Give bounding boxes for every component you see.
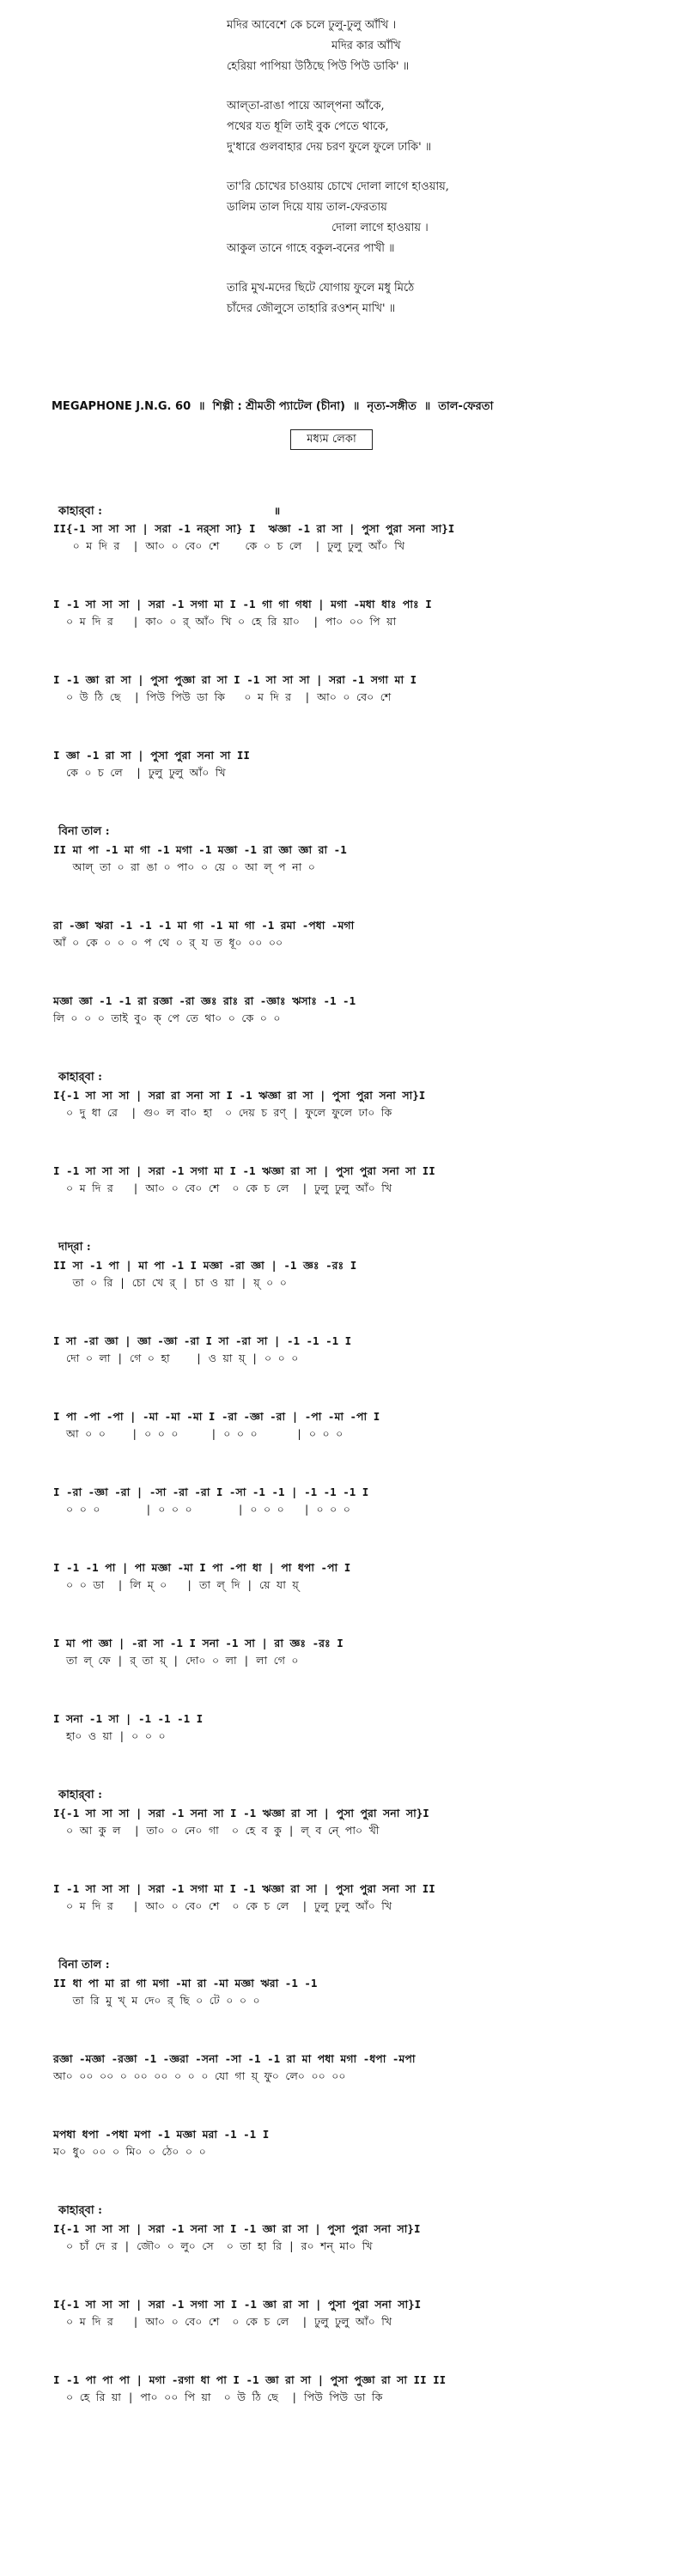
notation-row [0,1710,687,1745]
lyric-line: হেরিয়া পাপিয়া উঠিছে পিউ পিউ ডাকি' ॥ [227,60,410,73]
bani-line: দো ০ লা | গে ০ হা | ও য়া য়্‌ | ০ ০ ০ [53,1352,299,1364]
taal-label-text: কাহার্‌বা : [58,1071,102,1084]
notation-row [0,1163,687,1197]
swar-line: রজ্ঞা -মজ্ঞা -রজ্ঞা -1 -জ্ঞরা -সনা -সা -1 -1 রা মা পধা মগা -ধপা -মপা [53,2052,416,2065]
bani-line: ০ ম দি র | আ০ ০ বে০ শে ০ কে চ লে | ঢুলু ঢুলু আঁ০ খি [53,2315,392,2328]
taal-label [58,2202,687,2221]
lyric-stanza [0,278,687,319]
bani-line: লি ০ ০ ০ তাই বু০ ক্‌ পে তে থা০ ০ কে ০ ০ [53,1012,281,1024]
swar-line: I -1 -1 পা | পা মজ্ঞা -মা I পা -পা ধা | পা ধপা -পা I [53,1561,351,1574]
notation-row [0,2221,687,2255]
lyric-line: মদির কার আঁখি [331,39,401,52]
taal-label-text: কাহার্‌বা : [58,2204,102,2217]
tempo-label: মধ্যম লেকা [290,429,373,450]
taal-label [58,823,687,841]
swar-line: I{-1 সা সা সা | সরা রা সনা সা I -1 ঋজ্ঞা রা সা | পুসা পুরা সনা সা}I [53,1089,426,1102]
swar-line: I -1 সা সা সা | সরা -1 সগা মা I -1 ঋজ্ঞা রা সা | পুসা পুরা সনা সা II [53,1164,435,1177]
notation-section [0,501,687,781]
taal-mark: ॥ [273,505,281,517]
swar-line: মপধা ধপা -পধা মপা -1 মজ্ঞা মরা -1 -1 I [53,2128,270,2141]
taal-label-text: কাহার্‌বা : [58,1789,102,1801]
lyric-stanza [0,96,687,158]
notation-row [0,1257,687,1291]
taal-label [58,1786,687,1805]
lyric-line: দু'ধারে গুলবাহার দেয় চরণ ফুলে ফুলে ঢাকি' ॥ [227,141,432,154]
swar-line: I সা -রা জ্ঞা | জ্ঞা -জ্ঞা -রা I সা -রা সা | -1 -1 -1 I [53,1334,352,1347]
swar-line: II ধা পা মা রা গা মগা -মা রা -মা মজ্ঞা ঋরা -1 -1 [53,1977,318,1990]
bani-line: ০ ম দি র | আ০ ০ বে০ শে কে ০ চ লে | ঢুলু ঢুলু আঁ০ খি [53,539,405,552]
taal-label-text: দাদ্‌রা : [58,1241,91,1254]
swar-line: II মা পা -1 মা গা -1 মগা -1 মজ্ঞা -1 রা জ্ঞা জ্ঞা রা -1 [53,843,347,856]
bani-line: তা ল্‌ ফে | র্‌ তা য়্‌ | দো০ ০ লা | লা গে ০ [53,1654,299,1667]
bani-line: ০ আ কু ল | তা০ ০ নে০ গা ০ হে ব কু | ল্‌ ব নে্‌ পা০ খী [53,1824,380,1837]
notation-row [0,596,687,630]
swar-line: রা -জ্ঞা ঋরা -1 -1 -1 মা গা -1 মা গা -1 রমা -পধা -মগা [53,919,355,932]
taal-label [58,1238,687,1257]
notation-section [0,1786,687,1915]
notation-row [0,1408,687,1443]
notation-row [0,993,687,1027]
bani-line: ০ ম দি র | আ০ ০ বে০ শে ০ কে চ লে | ঢুলু ঢুলু আঁ০ খি [53,1899,392,1912]
notation-row [0,1333,687,1367]
taal-label-text: বিনা তাল : [58,1959,110,1971]
notation-row [0,2296,687,2330]
taal-label-text: বিনা তাল : [58,825,110,838]
notation-row [0,1635,687,1669]
lyric-line: দোলা লাগে হাওয়ায় । [331,222,429,234]
swar-line: মজ্ঞা জ্ঞা -1 -1 রা রজ্ঞা -রা জ্ঞঃ রাঃ রা -জ্ঞাঃ ঋসাঃ -1 -1 [53,994,356,1007]
notation-row [0,1559,687,1594]
swar-line: I -1 জ্ঞা রা সা | পুসা পুজ্ঞা রা সা I -1 সা সা সা | সরা -1 সগা মা I [53,673,417,686]
bani-line: হা০ ও য়া | ০ ০ ০ [53,1729,166,1742]
notation-section [0,1238,687,1745]
lyric-stanza [0,177,687,259]
lyric-line: তা'রি চোখের চাওয়ায় চোখে দোলা লাগে হাওয়ায়, [227,180,449,193]
lyric-line: চাঁদের জৌলুসে তাহারি রওশন্ মাখি' ॥ [227,302,396,315]
swar-line: II{-1 সা সা সা | সরা -1 নর্‌সা সা} I ঋজ্ঞা -1 রা সা | পুসা পুরা সনা সা}I [53,522,455,535]
taal-label [58,501,687,520]
record-info: MEGAPHONE J.N.G. 60 ॥ শিল্পী : শ্রীমতী প্যাটেল (চীনা) ॥ নৃত্য-সঙ্গীত ॥ তাল-ফেরতা [52,400,494,413]
bani-line: ০ ০ ডা | লি ম্‌ ০ | তা ল্‌ দি | য়ে যা য়্‌ [66,1578,299,1591]
notation-row [0,747,687,781]
notation-section [0,1956,687,2160]
lyric-stanza [0,15,687,77]
notation-row [0,1880,687,1915]
lyrics-block [0,15,687,338]
swar-line: I মা পা জ্ঞা | -রা সা -1 I সনা -1 সা | রা জ্ঞঃ -রঃ I [53,1637,344,1649]
notation-row [0,520,687,555]
lyric-line: তারি মুখ-মদের ছিটে যোগায় ফুলে মধু মিঠে [227,282,415,295]
notation-row [0,1975,687,2009]
notation-block [0,489,687,2447]
swar-line: I{-1 সা সা সা | সরা -1 সগা সা I -1 জ্ঞা রা সা | পুসা পুরা সনা সা}I [53,2298,422,2311]
bani-line: আঁ ০ কে ০ ০ ০ প থে ০ র্‌ য ত ধূ০ ০০ ০০ [53,936,283,949]
notation-section [0,1068,687,1197]
bani-line: ০ দু ধা রে | গু০ ল বা০ হা ০ দেয় চ রণ্ | ফুলে ফুলে ঢা০ কি [53,1106,392,1119]
swar-line: I সনা -1 সা | -1 -1 -1 I [53,1712,204,1725]
notation-row [0,2126,687,2160]
bani-line: আল্ তা ০ রা ঙা ০ পা০ ০ য়ে ০ আ ল্ প না ০ [53,860,315,873]
bani-line: ০ হে রি য়া | পা০ ০০ পি য়া ০ উ ঠি ছে | পিউ পিউ ডা কি [53,2391,383,2403]
notation-row [0,841,687,876]
swar-line: I পা -পা -পা | -মা -মা -মা I -রা -জ্ঞা -রা | -পা -মা -পা I [53,1410,380,1423]
swar-line: I{-1 সা সা সা | সরা -1 সনা সা I -1 ঋজ্ঞা রা সা | পুসা পুরা সনা সা}I [53,1807,429,1820]
notation-row [0,2372,687,2406]
taal-label-text: কাহার্‌বা : [58,505,102,518]
notation-section [0,2202,687,2406]
swar-line: I{-1 সা সা সা | সরা -1 সনা সা I -1 জ্ঞা রা সা | পুসা পুরা সনা সা}I [53,2222,421,2235]
swar-line: I -1 সা সা সা | সরা -1 সগা মা I -1 গা গা গধা | মগা -মধা ধাঃ পাঃ I [53,598,432,611]
lyric-line: আকুল তানে গাহে বকুল-বনের পাখী ॥ [227,242,395,255]
lyric-line: ডালিম তাল দিয়ে যায় তাল-ফেরতায় [227,201,387,214]
bani-line: কে ০ চ লে | ঢুলু ঢুলু আঁ০ খি [53,766,226,779]
notation-section [0,823,687,1027]
notation-row [0,1484,687,1518]
bani-line: তা ০ রি | চো খে র্‌ | চা ও য়া | য়্‌ ০ ০ [53,1276,287,1289]
swar-line: I জ্ঞা -1 রা সা | পুসা পুরা সনা সা II [53,749,250,762]
bani-line: আ০ ০০ ০০ ০ ০০ ০০ ০ ০ ০ যো গা য়্‌ ফু০ লে০ ০০ ০০ [53,2069,346,2082]
lyric-line: মদির আবেশে কে চলে ঢুলু-ঢুলু আঁখি । [227,19,397,32]
bani-line: ০ চাঁ দে র | জৌ০ ০ লু০ সে ০ তা হা রি | র০ শন্‌ মা০ খি [53,2239,373,2252]
bani-line: ০ ম দি র | আ০ ০ বে০ শে ০ কে চ লে | ঢুলু ঢুলু আঁ০ খি [53,1182,392,1194]
notation-row [0,2050,687,2085]
swar-line: I -1 পা পা পা | মগা -রগা ধা পা I -1 জ্ঞা রা সা | পুসা পুজ্ঞা রা সা II II [53,2373,447,2386]
lyric-line: পথের যত ধূলি তাই বুক পেতে থাকে, [227,120,389,133]
notation-row [0,1087,687,1121]
taal-label [58,1068,687,1087]
bani-line: তা রি মু খ্‌ ম দে০ র্‌ ছি ০ টে ০ ০ ০ [53,1994,260,2007]
swar-line: I -1 সা সা সা | সরা -1 সগা মা I -1 ঋজ্ঞা রা সা | পুসা পুরা সনা সা II [53,1882,435,1895]
swar-line: II সা -1 পা | মা পা -1 I মজ্ঞা -রা জ্ঞা | -1 জ্ঞঃ -রঃ I [53,1259,357,1272]
taal-label [58,1956,687,1975]
notation-row [0,671,687,706]
lyric-line: আল্‌তা-রাঙা পায়ে আল্‌পনা আঁকে, [227,100,385,112]
bani-line: ০ ম দি র | কা০ ০ র্‌ আঁ০ খি ০ হে রি য়া০ | পা০ ০০ পি য়া [53,615,397,628]
bani-line: ০ উ ঠি ছে | পিউ পিউ ডা কি ০ ম দি র | আ০ ০ বে০ শে [53,690,392,703]
bani-line: আ ০ ০ | ০ ০ ০ | ০ ০ ০ | ০ ০ ০ [53,1427,344,1440]
swar-line: I -রা -জ্ঞা -রা | -সা -রা -রা I -সা -1 -1 | -1 -1 -1 I [53,1485,369,1498]
bani-line: ম০ ধু০ ০০ ০ মি০ ০ ঠে০ ০ ০ [53,2145,206,2158]
bani-line: ০ ০ ০ | ০ ০ ০ | ০ ০ ০ | ০ ০ ০ [53,1503,350,1516]
notation-row [0,1805,687,1839]
notation-row [0,917,687,951]
